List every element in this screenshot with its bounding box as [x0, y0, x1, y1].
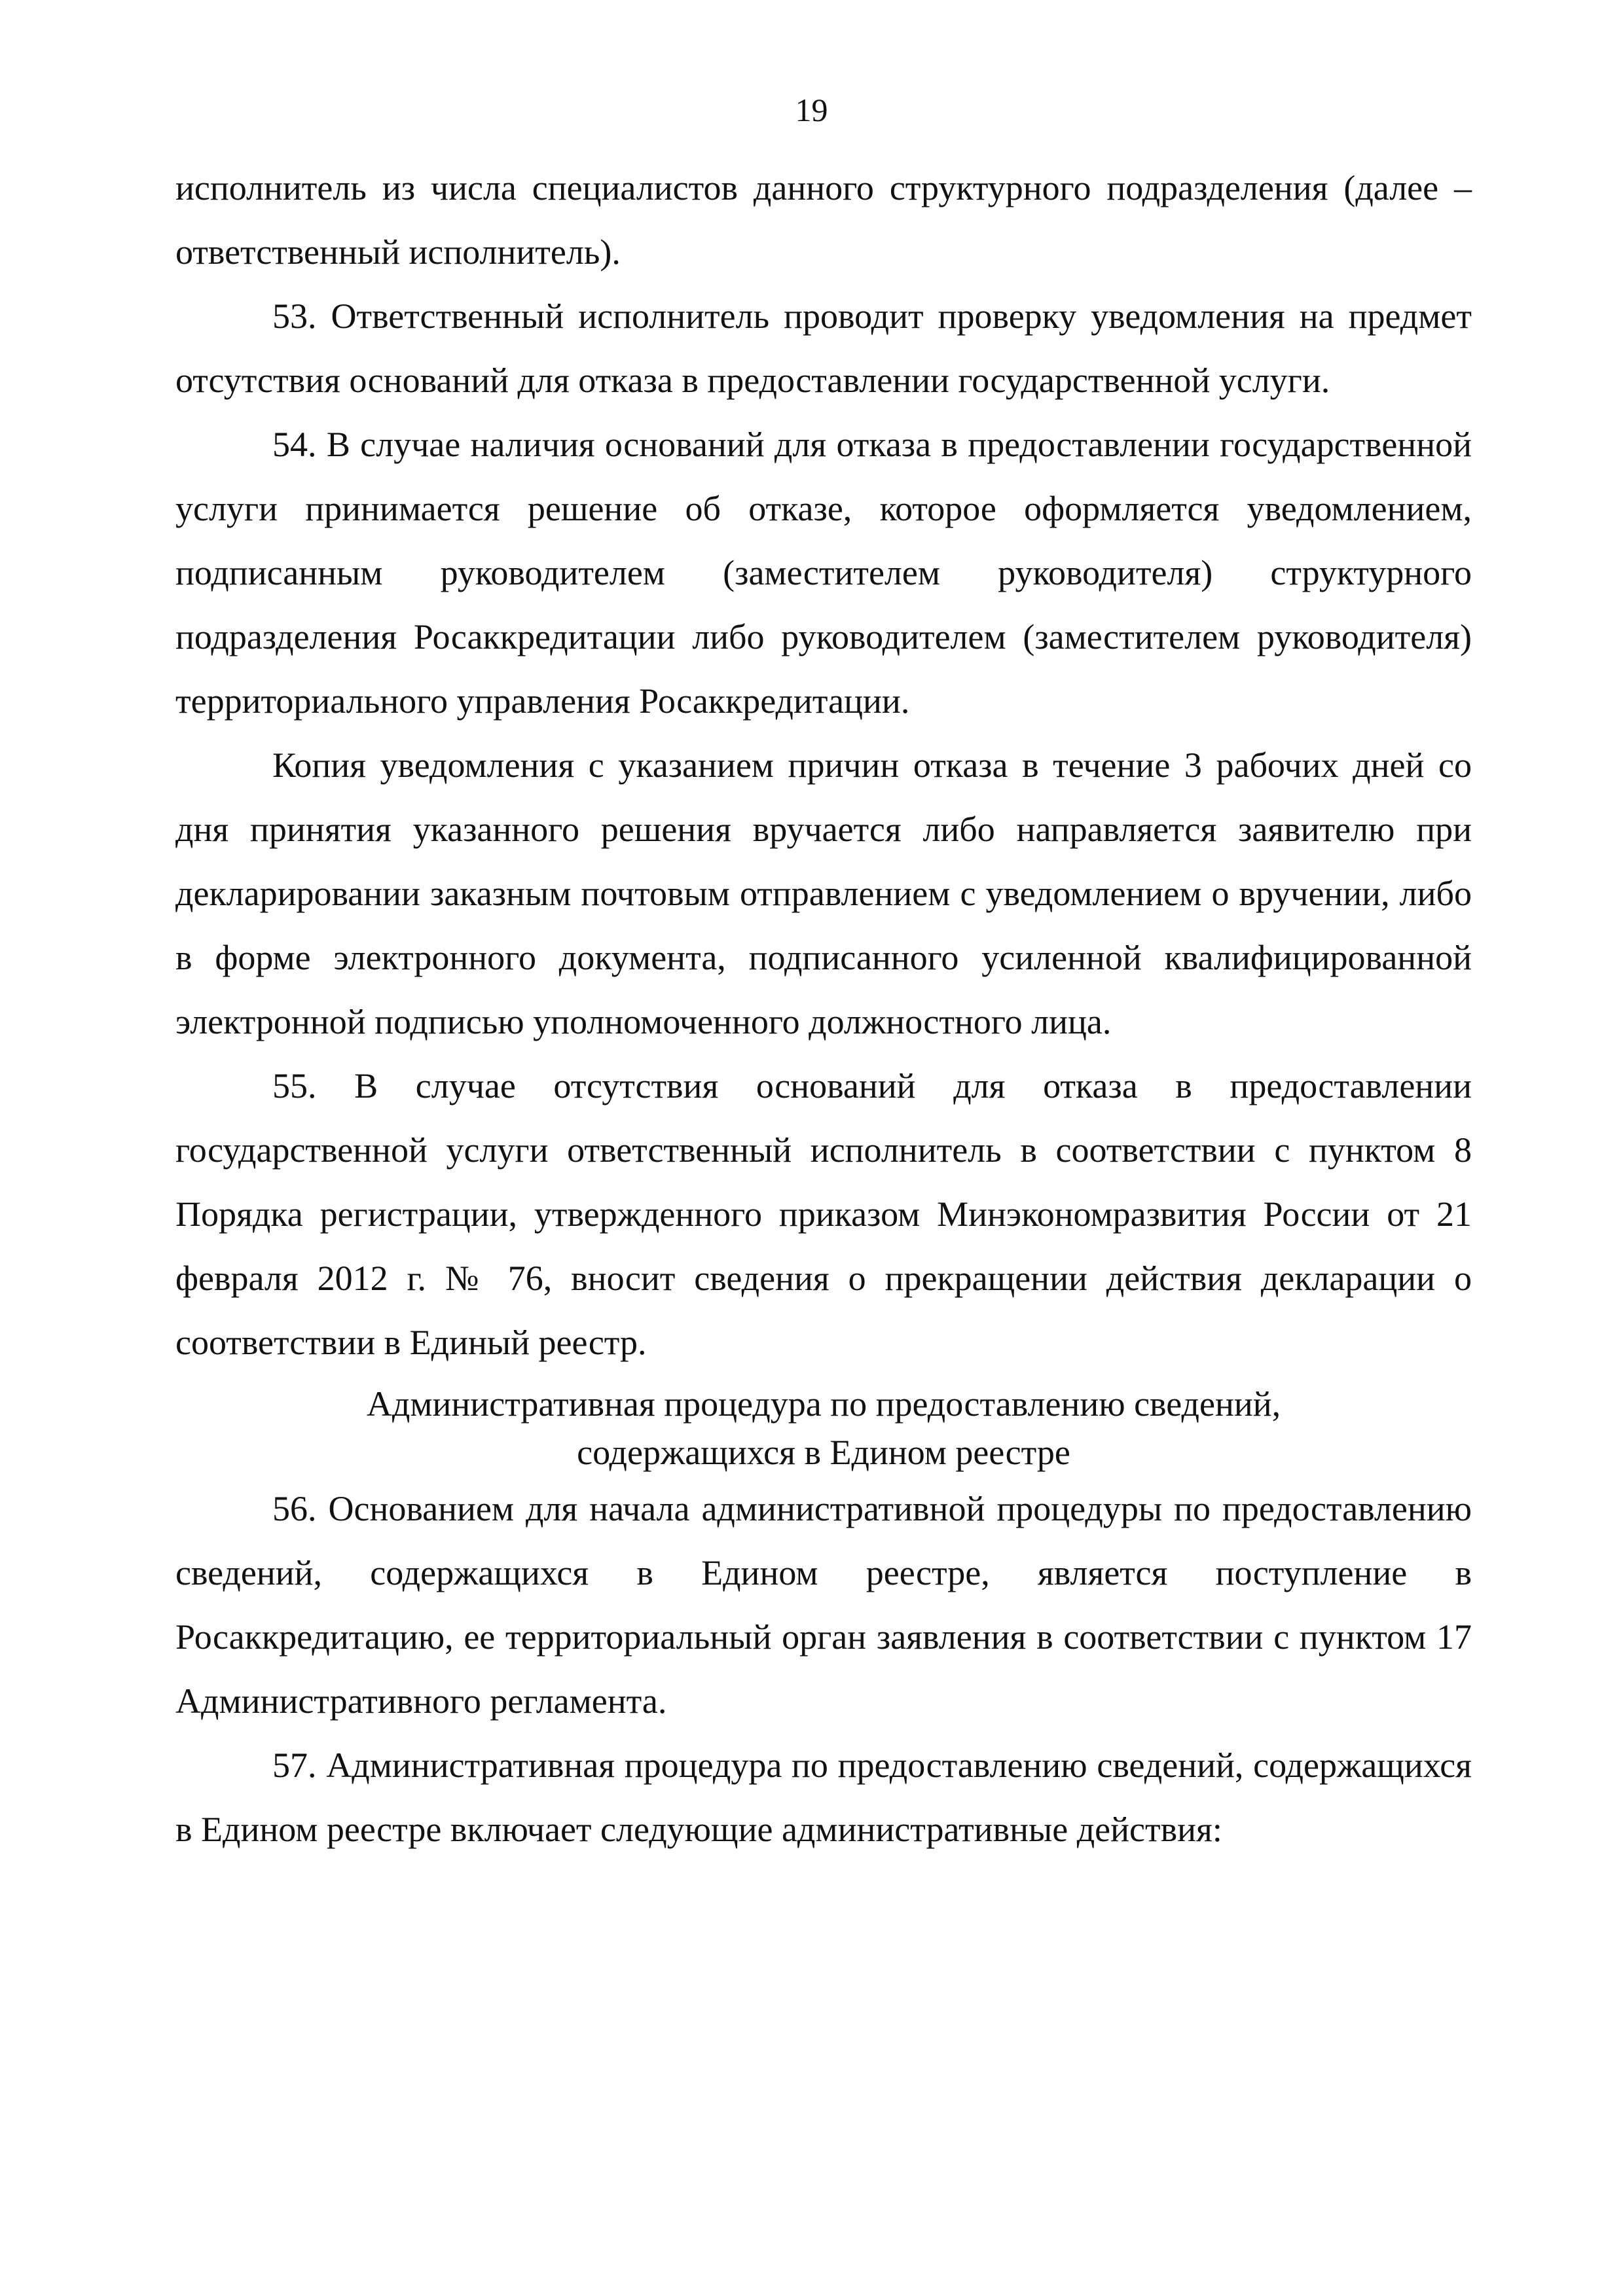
paragraph-57: 57. Административная процедура по предоставлению сведений, содержащихся в Едином реестре включает следующие административные действия: — [175, 1746, 1472, 1849]
paragraph-55: 55. В случае отсутствия оснований для отказа в предоставлении государственной услуги ответственный исполнитель в соответствии с пунктом 8 Порядка регистрации, утвержденного приказом Минэкономразвития России от 21 февраля 2012 г. № 76, вносит сведения о прекращении действия декларации о соответствии в Единый реестр. — [175, 1066, 1472, 1362]
section-heading-line-2: содержащихся в Едином реестре — [577, 1433, 1070, 1472]
page-number: 19 — [795, 92, 828, 128]
paragraph-continuation: исполнитель из числа специалистов данного структурного подразделения (далее – ответственный исполнитель). — [175, 168, 1472, 272]
paragraph-54: 54. В случае наличия оснований для отказа в предоставлении государственной услуги принимается решение об отказе, которое оформляется уведомлением, подписанным руководителем (заместителем руководителя) структурного подразделения Росаккредитации либо руководителем (заместителем руководителя) территориального управления Росаккредитации. — [175, 425, 1472, 721]
paragraph-56: 56. Основанием для начала административной процедуры по предоставлению сведений, содержащихся в Едином реестре, является поступление в Росаккредитацию, ее территориальный орган заявления в соответствии с пунктом 17 Административного регламента. — [175, 1489, 1472, 1721]
document-body — [175, 156, 1472, 1861]
paragraph-54-copy-notice: Копия уведомления с указанием причин отказа в течение 3 рабочих дней со дня принятия указанного решения вручается либо направляется заявителю при декларировании заказным почтовым отправлением с уведомлением о вручении, либо в форме электронного документа, подписанного усиленной квалифицированной электронной подписью уполномоченного должностного лица. — [175, 745, 1472, 1041]
section-heading — [175, 1380, 1472, 1477]
paragraph-53: 53. Ответственный исполнитель проводит проверку уведомления на предмет отсутствия оснований для отказа в предоставлении государственной услуги. — [175, 296, 1472, 400]
section-heading-line-1: Административная процедура по предоставлению сведений, — [366, 1384, 1281, 1424]
